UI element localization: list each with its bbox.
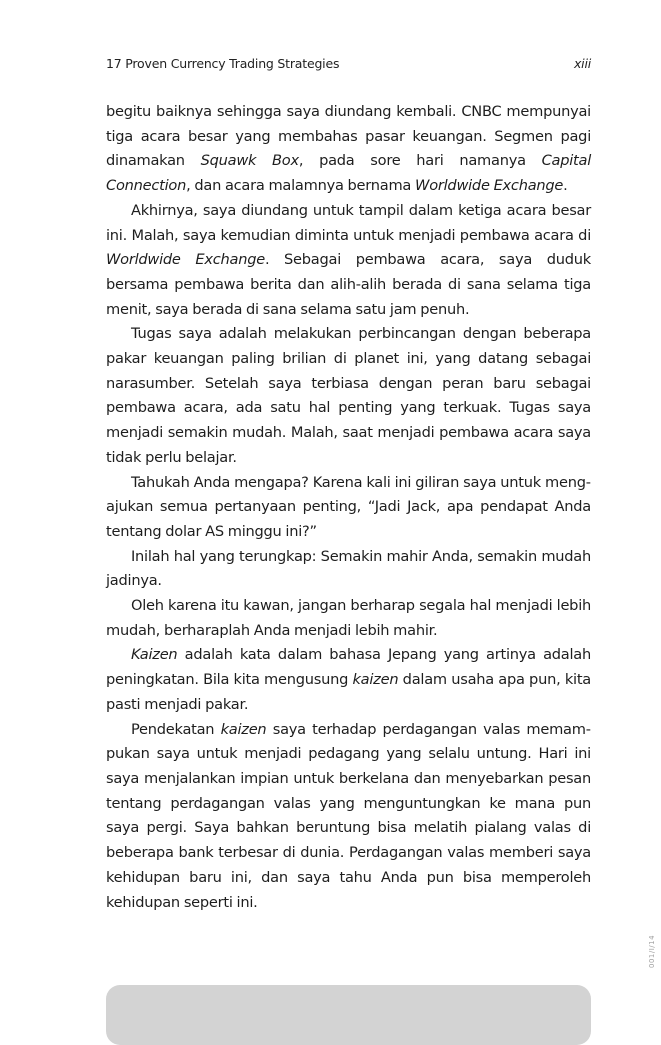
italic-term: Capital Connection [106,152,591,195]
paragraph [106,718,591,916]
body-text [106,100,591,915]
paragraph-text: Akhirnya, saya diundang untuk tampil dalam ketiga acara besar ini. Malah, saya kemudian diminta untuk menjadi pembawa acara di [106,201,591,244]
book-title: 17 Proven Currency Trading Strategies [106,56,340,71]
paragraph-text: saya terhadap perdagangan valas memampukan saya untuk menjadi pedagang yang selalu untung. Hari ini saya menjalankan impian untuk berkelana dan menyebarkan pesan tentang perdagangan valas yang menguntungkan ke mana pun saya pergi. Saya bahkan beruntung bisa melatih pialang valas di beberapa bank terbesar di dunia. Perdagangan valas memberi saya kehidupan baru ini, dan saya tahu Anda pun bisa memperoleh kehidupan seperti ini. [106,720,591,911]
paragraph-text: Pendekatan [131,720,221,738]
paragraph-text: dalam usaha apa pun, kita pasti menjadi pakar. [106,671,591,713]
italic-term: kaizen [220,720,267,738]
italic-term: Squawk Box [200,152,299,170]
running-head [106,56,591,76]
paragraph-text: Inilah hal yang terungkap: Semakin mahir Anda, semakin mudah jadinya. [106,547,591,590]
paragraph [106,471,591,545]
footer-band [106,985,591,1045]
paragraph-text: begitu baiknya sehingga saya diundang kembali. CNBC mempunyai tiga acara besar yang membahas pasar keuangan. Segmen pagi dinamakan [106,103,591,170]
paragraph-text: Oleh karena itu kawan, jangan berharap segala hal menjadi lebih mudah, berharaplah Anda menjadi lebih mahir. [106,597,591,639]
italic-term: kaizen [352,671,399,689]
paragraph-text: . Sebagai pembawa acara, saya duduk bersama pembawa berita dan alih-alih berada di sana selama tiga menit, saya berada di sana selama satu jam penuh. [106,251,591,318]
paragraph-text: Tugas saya adalah melakukan perbincangan dengan beberapa pakar keuangan paling brilian di planet ini, yang datang sebagai narasumber. Setelah saya terbiasa dengan peran baru sebagai pembawa acara, ada satu hal penting yang terkuak. Tugas saya menjadi semakin mudah. Malah, saat menjadi pembawa acara saya tidak perlu belajar. [106,325,591,466]
paragraph-text: Tahukah Anda mengapa? Karena kali ini giliran saya untuk mengajukan semua pertanyaan penting, “Jadi Jack, apa pendapat Anda tentang dolar AS minggu ini?” [106,473,591,540]
paragraph [106,199,591,323]
paragraph [106,100,591,199]
paragraph [106,545,591,594]
paragraph [106,322,591,470]
print-code: 001/I/14 [648,934,656,968]
page-number: xiii [573,56,591,71]
italic-term: Worldwide Exchange [106,251,265,269]
paragraph [106,643,591,717]
paragraph [106,594,591,643]
italic-term: Kaizen [131,646,178,664]
paragraph-text: adalah kata dalam bahasa Jepang yang artinya adalah peningkatan. Bila kita mengusung [106,646,591,689]
paragraph-text: , dan acara malamnya bernama [186,177,416,195]
paragraph-text: , pada sore hari namanya [298,152,542,170]
italic-term: Worldwide Exchange [415,177,564,195]
paragraph-text: . [563,177,568,195]
